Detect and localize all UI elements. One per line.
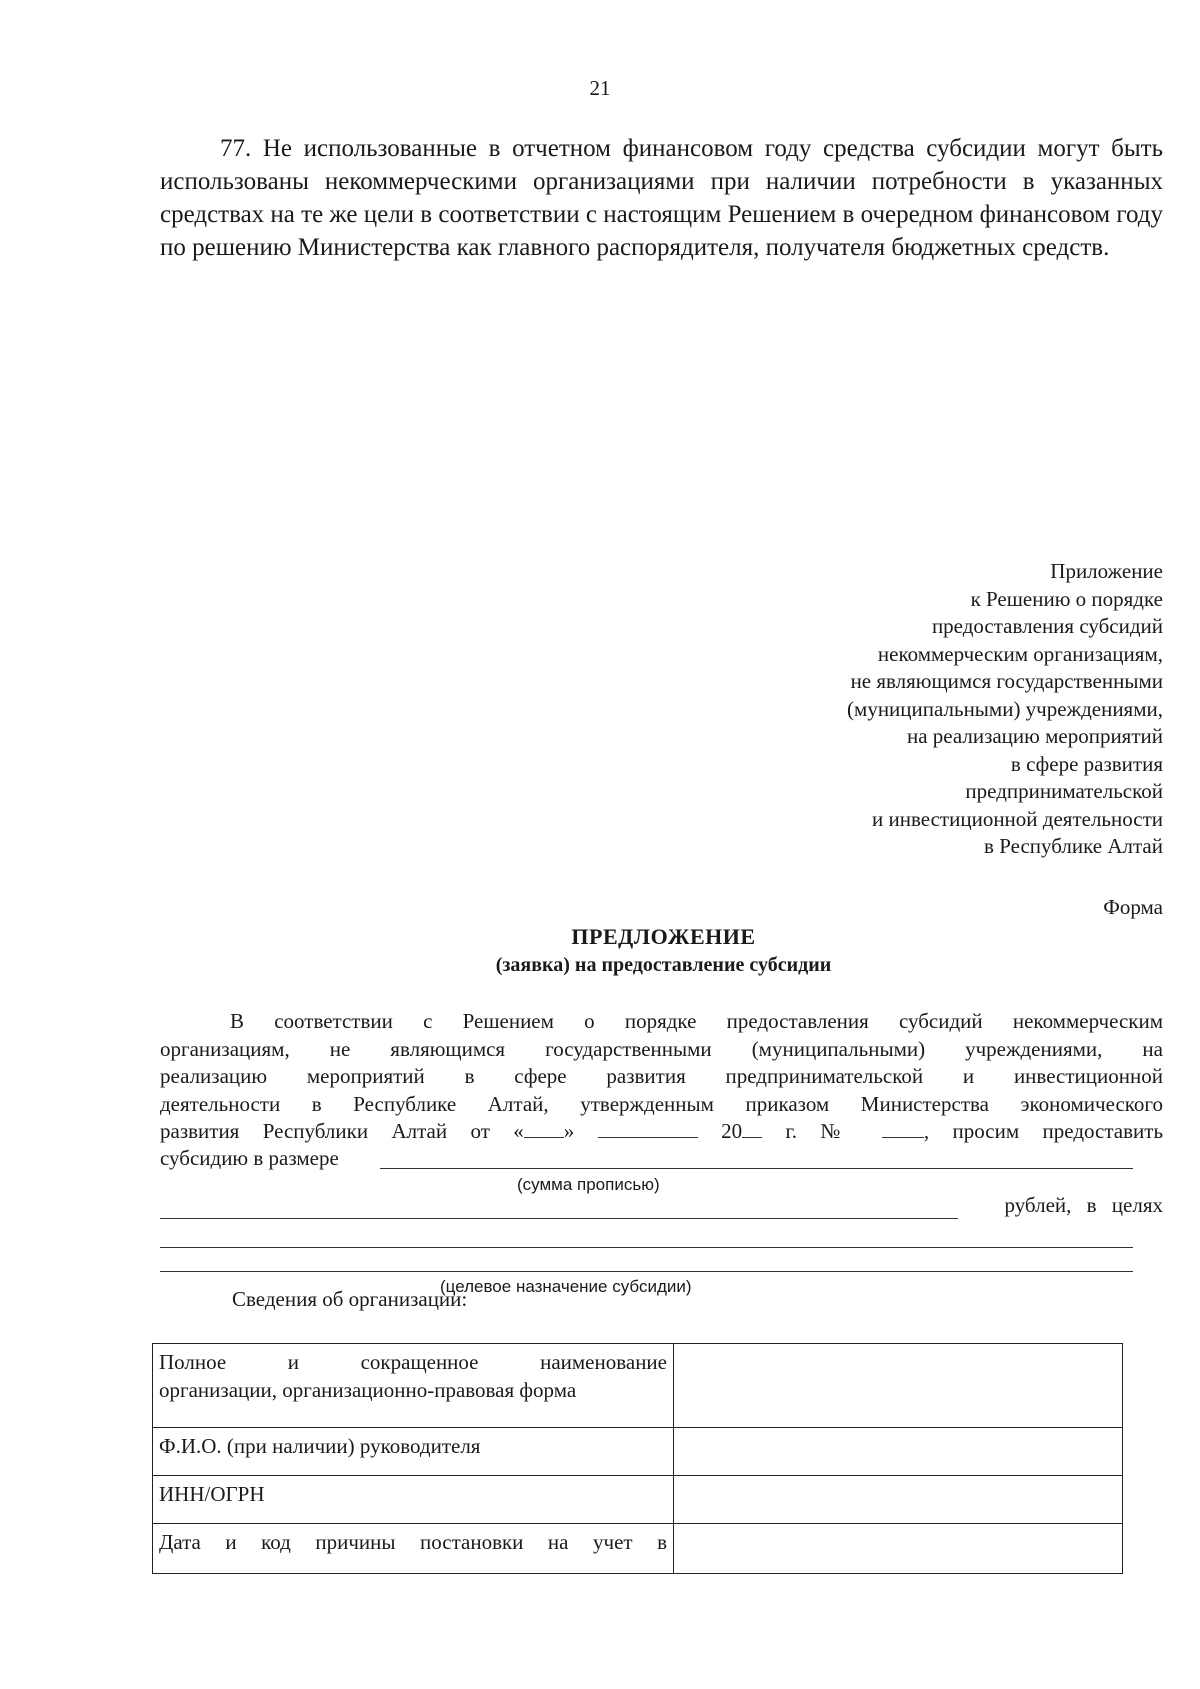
document-title: ПРЕДЛОЖЕНИЕ [571, 924, 756, 949]
label-line: Полное и сокращенное наименование [159, 1350, 667, 1374]
table-cell-label [153, 1344, 674, 1428]
intro-line-date [160, 1118, 1163, 1146]
caption-sum: (сумма прописью) [517, 1175, 660, 1194]
table-cell-label [153, 1524, 674, 1574]
intro-line: деятельности в Республике Алтай, утвержденным приказом Министерства экономического [160, 1091, 1163, 1116]
appendix-line: к Решению о порядке [970, 586, 1163, 611]
intro-line: организациям, не являющимся государственными (муниципальными) учреждениями, на [160, 1036, 1163, 1061]
table-cell-value[interactable] [674, 1476, 1123, 1524]
caption-purpose: (целевое назначение субсидии) [440, 1277, 692, 1296]
appendix-line: Приложение [1050, 559, 1163, 583]
appendix-line: некоммерческим организациям, [877, 641, 1163, 666]
page-number: 21 [589, 76, 611, 100]
year-blank[interactable] [742, 1119, 762, 1138]
appendix-line: (муниципальными) учреждениями, [847, 696, 1163, 721]
intro-text: развития Республики Алтай от « [160, 1119, 524, 1143]
table-row [153, 1428, 1123, 1476]
appendix-line: предпринимательской [965, 779, 1163, 803]
intro-text: 20 [721, 1119, 743, 1143]
intro-text: , [923, 1119, 930, 1143]
purpose-line-1[interactable] [160, 1247, 1133, 1248]
table-cell-label: Ф.И.О. (при наличии) руководителя [153, 1428, 674, 1476]
appendix-line: предоставления субсидий [931, 614, 1163, 638]
table-cell-value[interactable] [674, 1428, 1123, 1476]
number-blank[interactable] [882, 1119, 924, 1138]
intro-line: реализацию мероприятий в сфере развития предпринимательской и инвестиционной [160, 1064, 1163, 1088]
paragraph-77: 77. Не использованные в отчетном финансовом году средства субсидии могут быть использованы некоммерческими организациями при наличии потребности в указанных средствах на те же цели в соответствии с настоящим Решением в очередном финансовом году по решению Министерства как главного распорядителя, получателя бюджетных средств. [160, 135, 1163, 261]
document-subtitle: (заявка) на предоставление субсидии [495, 954, 832, 976]
appendix-header [847, 558, 1163, 861]
appendix-line: в Республике Алтай [984, 834, 1163, 858]
appendix-line: в сфере развития [1010, 751, 1163, 776]
appendix-line: и инвестиционной деятельности [872, 806, 1163, 831]
subsidy-amount-line[interactable] [380, 1168, 1133, 1169]
rubles-text: рублей, в целях [1004, 1193, 1163, 1217]
appendix-line: не являющимся государственными [850, 669, 1163, 693]
intro-text: г. № [785, 1119, 859, 1143]
day-blank[interactable] [524, 1119, 564, 1138]
table-cell-value[interactable] [674, 1344, 1123, 1428]
form-label: Форма [1103, 895, 1163, 919]
subsidy-amount-label: субсидию в размере [160, 1146, 339, 1170]
table-row [153, 1476, 1123, 1524]
org-info-label: Сведения об организации: [232, 1287, 468, 1311]
intro-line: В соответствии с Решением о порядке предоставления субсидий некоммерческим [230, 1009, 1163, 1033]
label-line: организации, организационно-правовая форма [159, 1378, 577, 1402]
table-cell-value[interactable] [674, 1524, 1123, 1574]
org-info-table [152, 1343, 1123, 1574]
intro-text: просим предоставить [952, 1119, 1164, 1143]
month-blank[interactable] [598, 1119, 698, 1138]
label-line: Дата и код причины постановки на учет в [159, 1530, 667, 1554]
table-row [153, 1524, 1123, 1574]
intro-paragraph [160, 1008, 1163, 1146]
appendix-line: на реализацию мероприятий [906, 724, 1163, 748]
intro-text: » [563, 1119, 575, 1143]
amount-continuation-line[interactable] [160, 1218, 958, 1219]
table-cell-label: ИНН/ОГРН [153, 1476, 674, 1524]
table-row [153, 1344, 1123, 1428]
purpose-line-2[interactable] [160, 1271, 1133, 1272]
